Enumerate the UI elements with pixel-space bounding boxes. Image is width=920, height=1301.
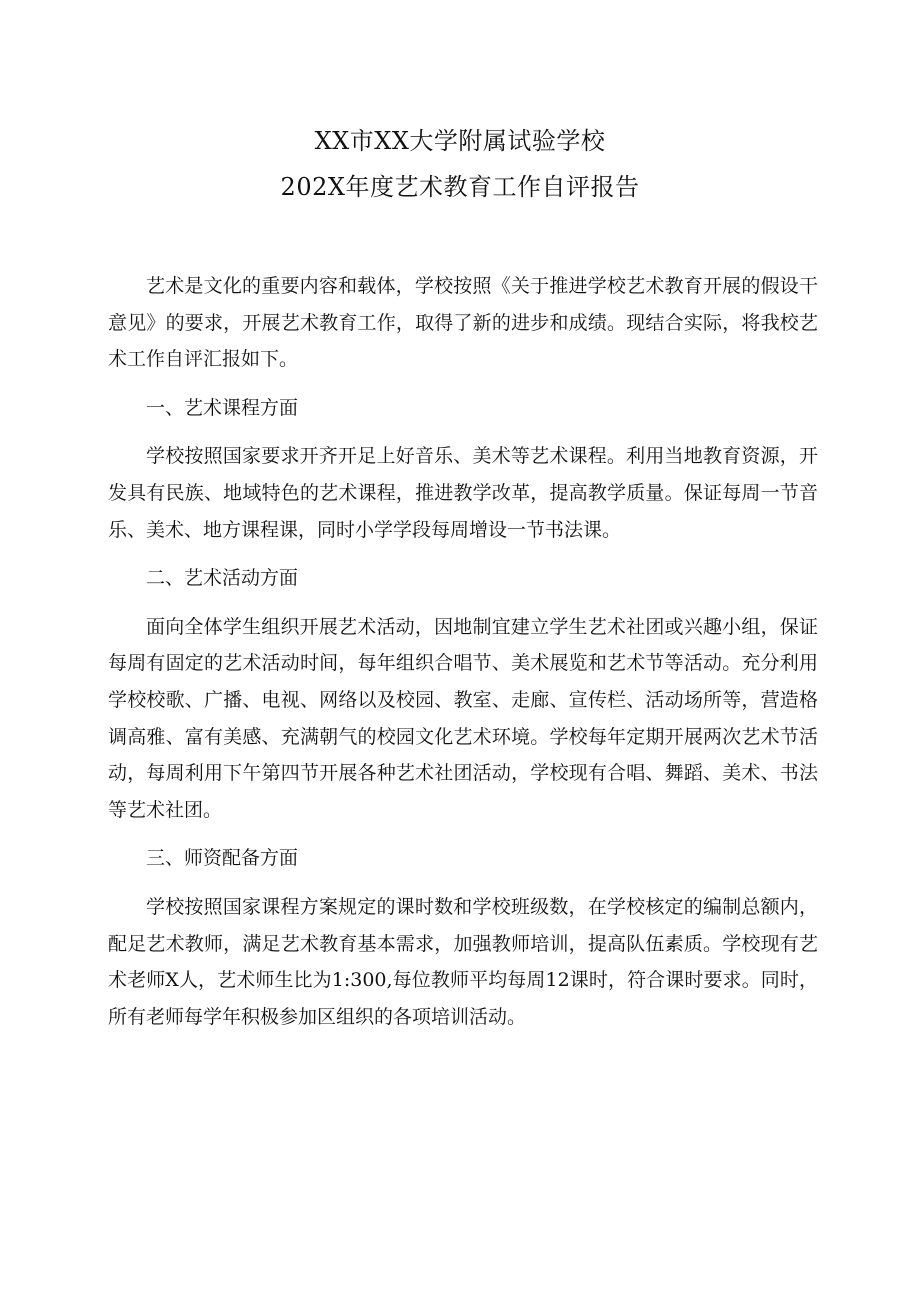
section-heading-activities: 二、艺术活动方面 [146, 567, 299, 590]
section-heading-courses: 一、艺术课程方面 [146, 396, 299, 419]
section-body-activities: 面向全体学生组织开展艺术活动，因地制宜建立学生艺术社团或兴趣小组，保证每周有固定的艺术活动时间，每年组织合唱节、美术展览和艺术节等活动。充分利用学校校歌、广播、电视、网络以及校园、教室、走廊、宣传栏、活动场所等，营造格调高雅、富有美感、充满朝气的校园文化艺术环境。学校每年定期开展两次艺术节活动，每周利用下午第四节开展各种艺术社团活动，学校现有合唱、舞蹈、美术、书法等艺术社团。 [108, 615, 818, 821]
section-body-teachers: 学校按照国家课程方案规定的课时数和学校班级数，在学校核定的编制总额内，配足艺术教师，满足艺术教育基本需求，加强教师培训，提高队伍素质。学校现有艺术老师X人，艺术师生比为1:300,每位教师平均每周12课时，符合课时要求。同时，所有老师每学年积极参加区组织的各项培训活动。 [108, 895, 818, 1028]
document-body [108, 268, 818, 1047]
document-title-line-1: XX市XX大学附属试验学校 [314, 127, 606, 155]
document-title-line-2: 202X年度艺术教育工作自评报告 [280, 173, 640, 201]
section-heading-teachers: 三、师资配备方面 [146, 847, 299, 870]
intro-paragraph: 艺术是文化的重要内容和载体，学校按照《关于推进学校艺术教育开展的假设干意见》的要求，开展艺术教育工作，取得了新的进步和成绩。现结合实际，将我校艺术工作自评汇报如下。 [108, 275, 818, 371]
section-body-courses: 学校按照国家要求开齐开足上好音乐、美术等艺术课程。利用当地教育资源，开发具有民族、地域特色的艺术课程，推进教学改革，提高教学质量。保证每周一节音乐、美术、地方课程课，同时小学学段每周增设一节书法课。 [108, 445, 818, 541]
